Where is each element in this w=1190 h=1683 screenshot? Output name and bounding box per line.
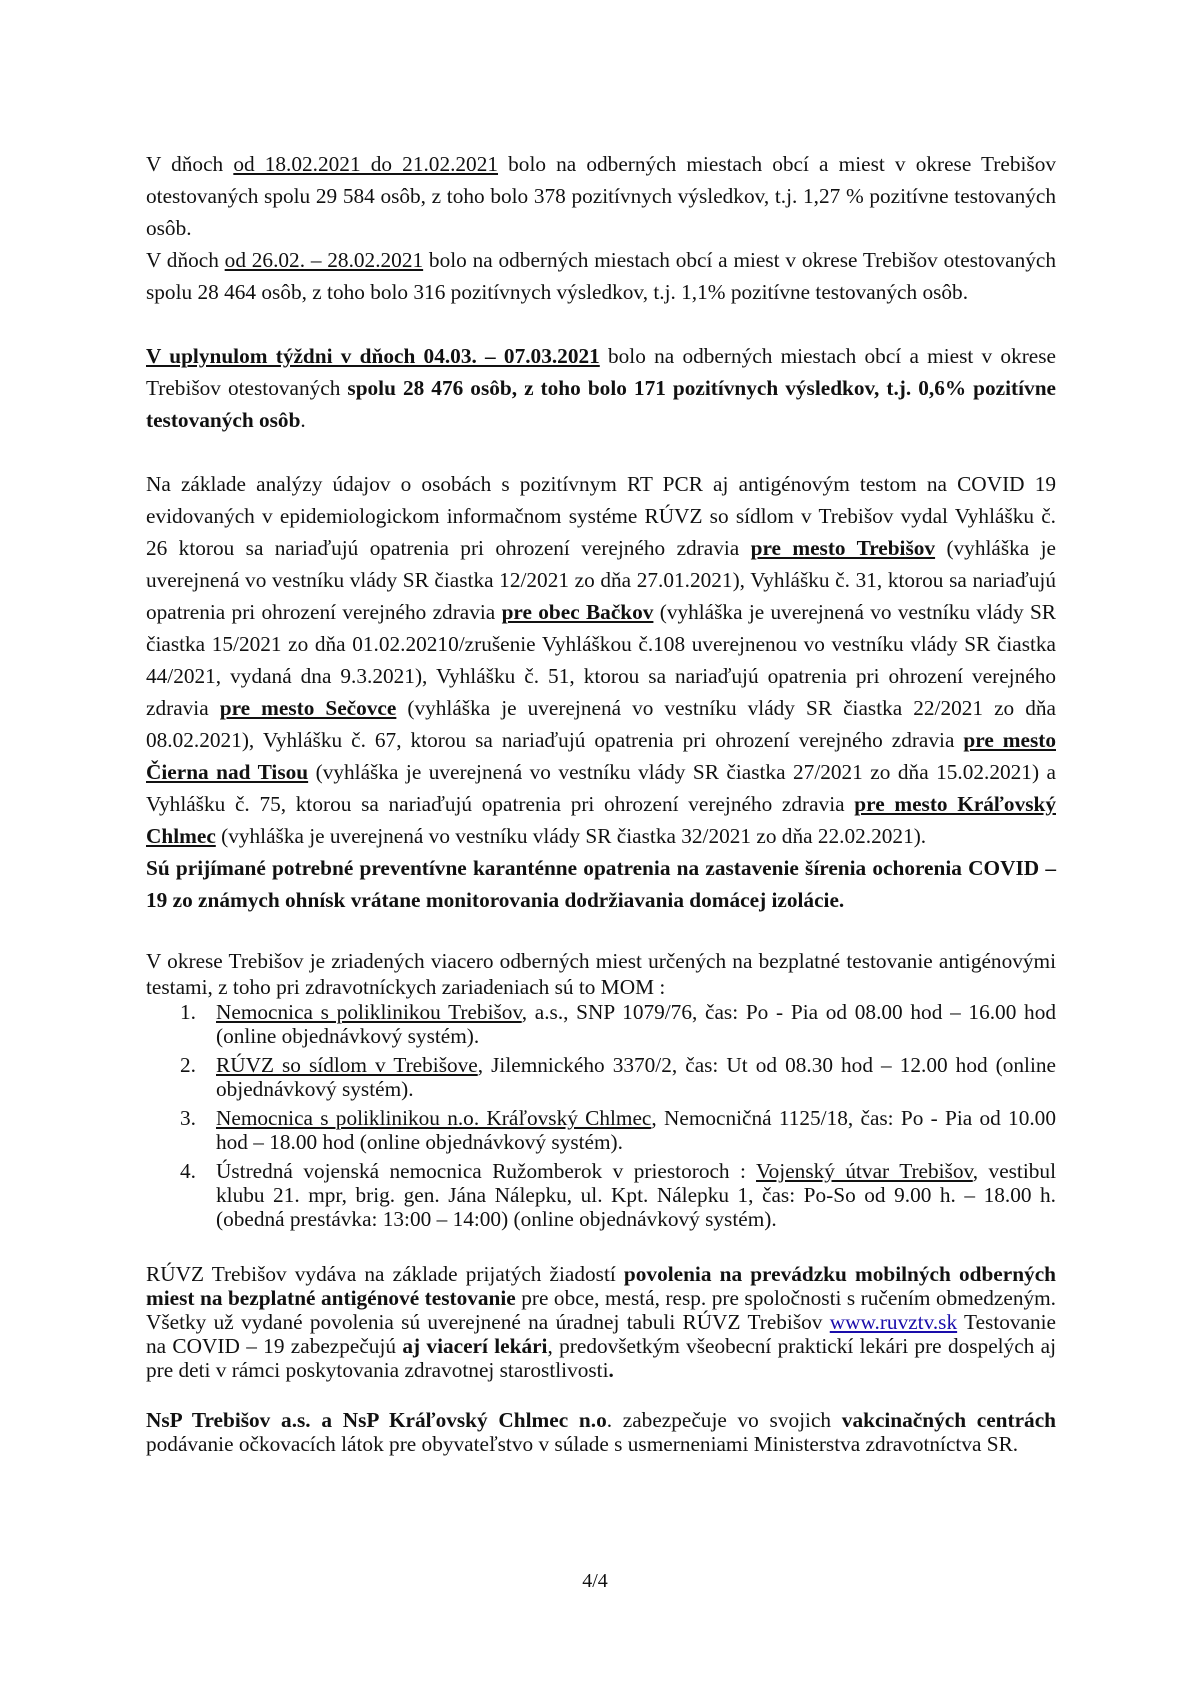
site-name: Nemocnica s poliklinikou n.o. Kráľovský Chlmec [216, 1106, 652, 1130]
list-item [146, 1053, 1056, 1101]
text: RÚVZ Trebišov vydáva na základe prijatých žiadostí [146, 1262, 624, 1286]
list-number: 2. [180, 1053, 196, 1077]
bold-text: . [608, 1358, 614, 1382]
site-name: Vojenský útvar Trebišov [756, 1159, 973, 1183]
text: V okrese Trebišov je zriadených viacero odberných miest určených na bezplatné testovanie antigénovými testami, z toho pri zdravotníckych zariadeniach sú to MOM : [146, 949, 1056, 999]
text: (vyhláška je uverejnená vo vestníku vlády SR čiastka 15/2021 zo dňa 01.02.20210/zrušenie Vyhláškou č.108 uverejnenou vo vestníku vlády SR čiastka 44/2021, vydaná dna 9.3.2021), Vyhlášku č. 51, ktorou sa nariaďujú opatrenia pri ohrození verejného zdravia [146, 600, 1057, 720]
text: Testovanie na COVID – 19 zabezpečujú [146, 1310, 1057, 1358]
text: podávanie očkovacích látok pre obyvateľstvo v súlade s usmerneniami Ministerstva zdravotníctva SR. [146, 1432, 1019, 1456]
decree-town-chlmec: pre mesto Kráľovský Chlmec [146, 792, 1056, 848]
bold-text: Sú prijímané potrebné preventívne karanténne opatrenia na zastavenie šírenia ochorenia COVID – 19 zo známych ohnísk vrátane monitorovania dodržiavania domácej izolácie. [146, 856, 1056, 912]
text: bolo na odberných miestach obcí a miest v okrese Trebišov otestovaných spolu 28 464 osôb, z toho bolo 316 pozitívnych výsledkov, t.j. 1,1% pozitívne testovaných osôb. [146, 248, 1056, 304]
ruvz-website-link[interactable]: www.ruvztv.sk [829, 1310, 958, 1334]
text: pre obce, mestá, resp. pre spoločnosti s ručením obmedzeným. Všetky už vydané povolenia sú uverejnené na úradnej tabuli RÚVZ Trebišov [146, 1286, 1057, 1334]
list-number: 4. [180, 1159, 196, 1183]
paragraph-quarantine-measures [146, 852, 1056, 916]
text: (vyhláška je uverejnená vo vestníku vlády SR čiastka 32/2021 zo dňa 22.02.2021). [215, 824, 927, 848]
text: . [300, 408, 306, 432]
list-number: 3. [180, 1106, 196, 1130]
underlined-date-range: od 26.02. – 28.02.2021 [224, 248, 424, 272]
text: bolo na odberných miestach obcí a miest v okrese Trebišov otestovaných [146, 344, 1056, 400]
site-name: RÚVZ so sídlom v Trebišove [216, 1053, 478, 1077]
list-item [146, 1000, 1056, 1048]
list-number: 1. [180, 1000, 196, 1024]
paragraph-testing-feb26-28 [146, 244, 1056, 308]
decree-town-cierna: pre mesto Čierna nad Tisou [146, 728, 1056, 784]
page-number: 4/4 [582, 1570, 608, 1592]
site-name: Nemocnica s poliklinikou Trebišov [216, 1000, 522, 1024]
underlined-date-range: od 18.02.2021 do 21.02.2021 [233, 152, 499, 176]
site-details: , vestibul klubu 21. mpr, brig. gen. Jána Nálepku, ul. Kpt. Nálepku 1, čas: Po-So od 9.00 h. – 18.00 h. (obedná prestávka: 13:00 – 14:00) (online objednávkový systém). [216, 1159, 1056, 1231]
decree-town-backov: pre obec Bačkov [501, 600, 654, 624]
site-prefix: Ústredná vojenská nemocnica Ružomberok v priestoroch : [216, 1159, 757, 1183]
paragraph-testing-feb18-21 [146, 148, 1056, 244]
paragraph-decrees [146, 468, 1056, 852]
text: V dňoch [146, 152, 234, 176]
list-item [146, 1106, 1056, 1154]
text: V dňoch [146, 248, 225, 272]
site-details: , Nemocničná 1125/18, čas: Po - Pia od 10.00 hod – 18.00 hod (online objednávkový systém). [216, 1106, 1056, 1154]
paragraph-mobile-sites [146, 1262, 1056, 1382]
bold-text: vakcinačných centrách [841, 1408, 1057, 1432]
text: (vyhláška je uverejnená vo vestníku vlády SR čiastka 27/2021 zo dňa 15.02.2021) a Vyhlášku č. 75, ktorou sa nariaďujú opatrenia pri ohrození verejného zdravia [146, 760, 1056, 816]
site-details: , Jilemnického 3370/2, čas: Ut od 08.30 hod – 12.00 hod (online objednávkový systém). [216, 1053, 1056, 1101]
text: . zabezpečuje vo svojich [606, 1408, 842, 1432]
text: Na základe analýzy údajov o osobách s pozitívnym RT PCR aj antigénovým testom na COVID 19 evidovaných v epidemiologickom informačnom systéme RÚVZ so sídlom v Trebišov vydal Vyhlášku č. 26 ktorou sa nariaďujú opatrenia pri ohrození verejného zdravia [146, 472, 1056, 560]
list-item [146, 1159, 1056, 1231]
text: (vyhláška je uverejnená vo vestníku vlády SR čiastka 12/2021 zo dňa 27.01.2021), Vyhlášku č. 31, ktorou sa nariaďujú opatrenia pri ohrození verejného zdravia [146, 536, 1056, 624]
bold-summary: spolu 28 476 osôb, z toho bolo 171 pozitívnych výsledkov, t.j. 0,6% pozitívne testovaných osôb [146, 376, 1056, 432]
decree-town-secovce: pre mesto Sečovce [219, 696, 397, 720]
paragraph-testing-sites [146, 948, 1056, 1000]
bold-underlined-date-range: V uplynulom týždni v dňoch 04.03. – 07.03.2021 [146, 344, 600, 368]
bold-text: povolenia na prevádzku mobilných odberných miest na bezplatné antigénové testovanie [146, 1262, 1056, 1310]
text: bolo na odberných miestach obcí a miest v okrese Trebišov otestovaných spolu 29 584 osôb, z toho bolo 378 pozitívnych výsledkov, t.j. 1,27 % pozitívne testovaných osôb. [146, 152, 1056, 240]
text: , predovšetkým všeobecní praktickí lekári pre dospelých aj pre deti v rámci poskytovania zdravotnej starostlivosti [146, 1334, 1057, 1382]
bold-text: aj viacerí lekári [402, 1334, 548, 1358]
bold-text: NsP Trebišov a.s. a NsP Kráľovský Chlmec n.o [146, 1408, 607, 1432]
paragraph-vaccination-centres [146, 1408, 1056, 1456]
decree-town-trebisov: pre mesto Trebišov [750, 536, 936, 560]
testing-sites-list [146, 1000, 1056, 1231]
paragraph-last-week-testing [146, 340, 1056, 436]
document-body [146, 148, 1056, 1456]
site-details: , a.s., SNP 1079/76, čas: Po - Pia od 08.00 hod – 16.00 hod (online objednávkový systém). [216, 1000, 1057, 1048]
text: (vyhláška je uverejnená vo vestníku vlády SR čiastka 22/2021 zo dňa 08.02.2021), Vyhlášku č. 67, ktorou sa nariaďujú opatrenia pri ohrození verejného zdravia [146, 696, 1056, 752]
